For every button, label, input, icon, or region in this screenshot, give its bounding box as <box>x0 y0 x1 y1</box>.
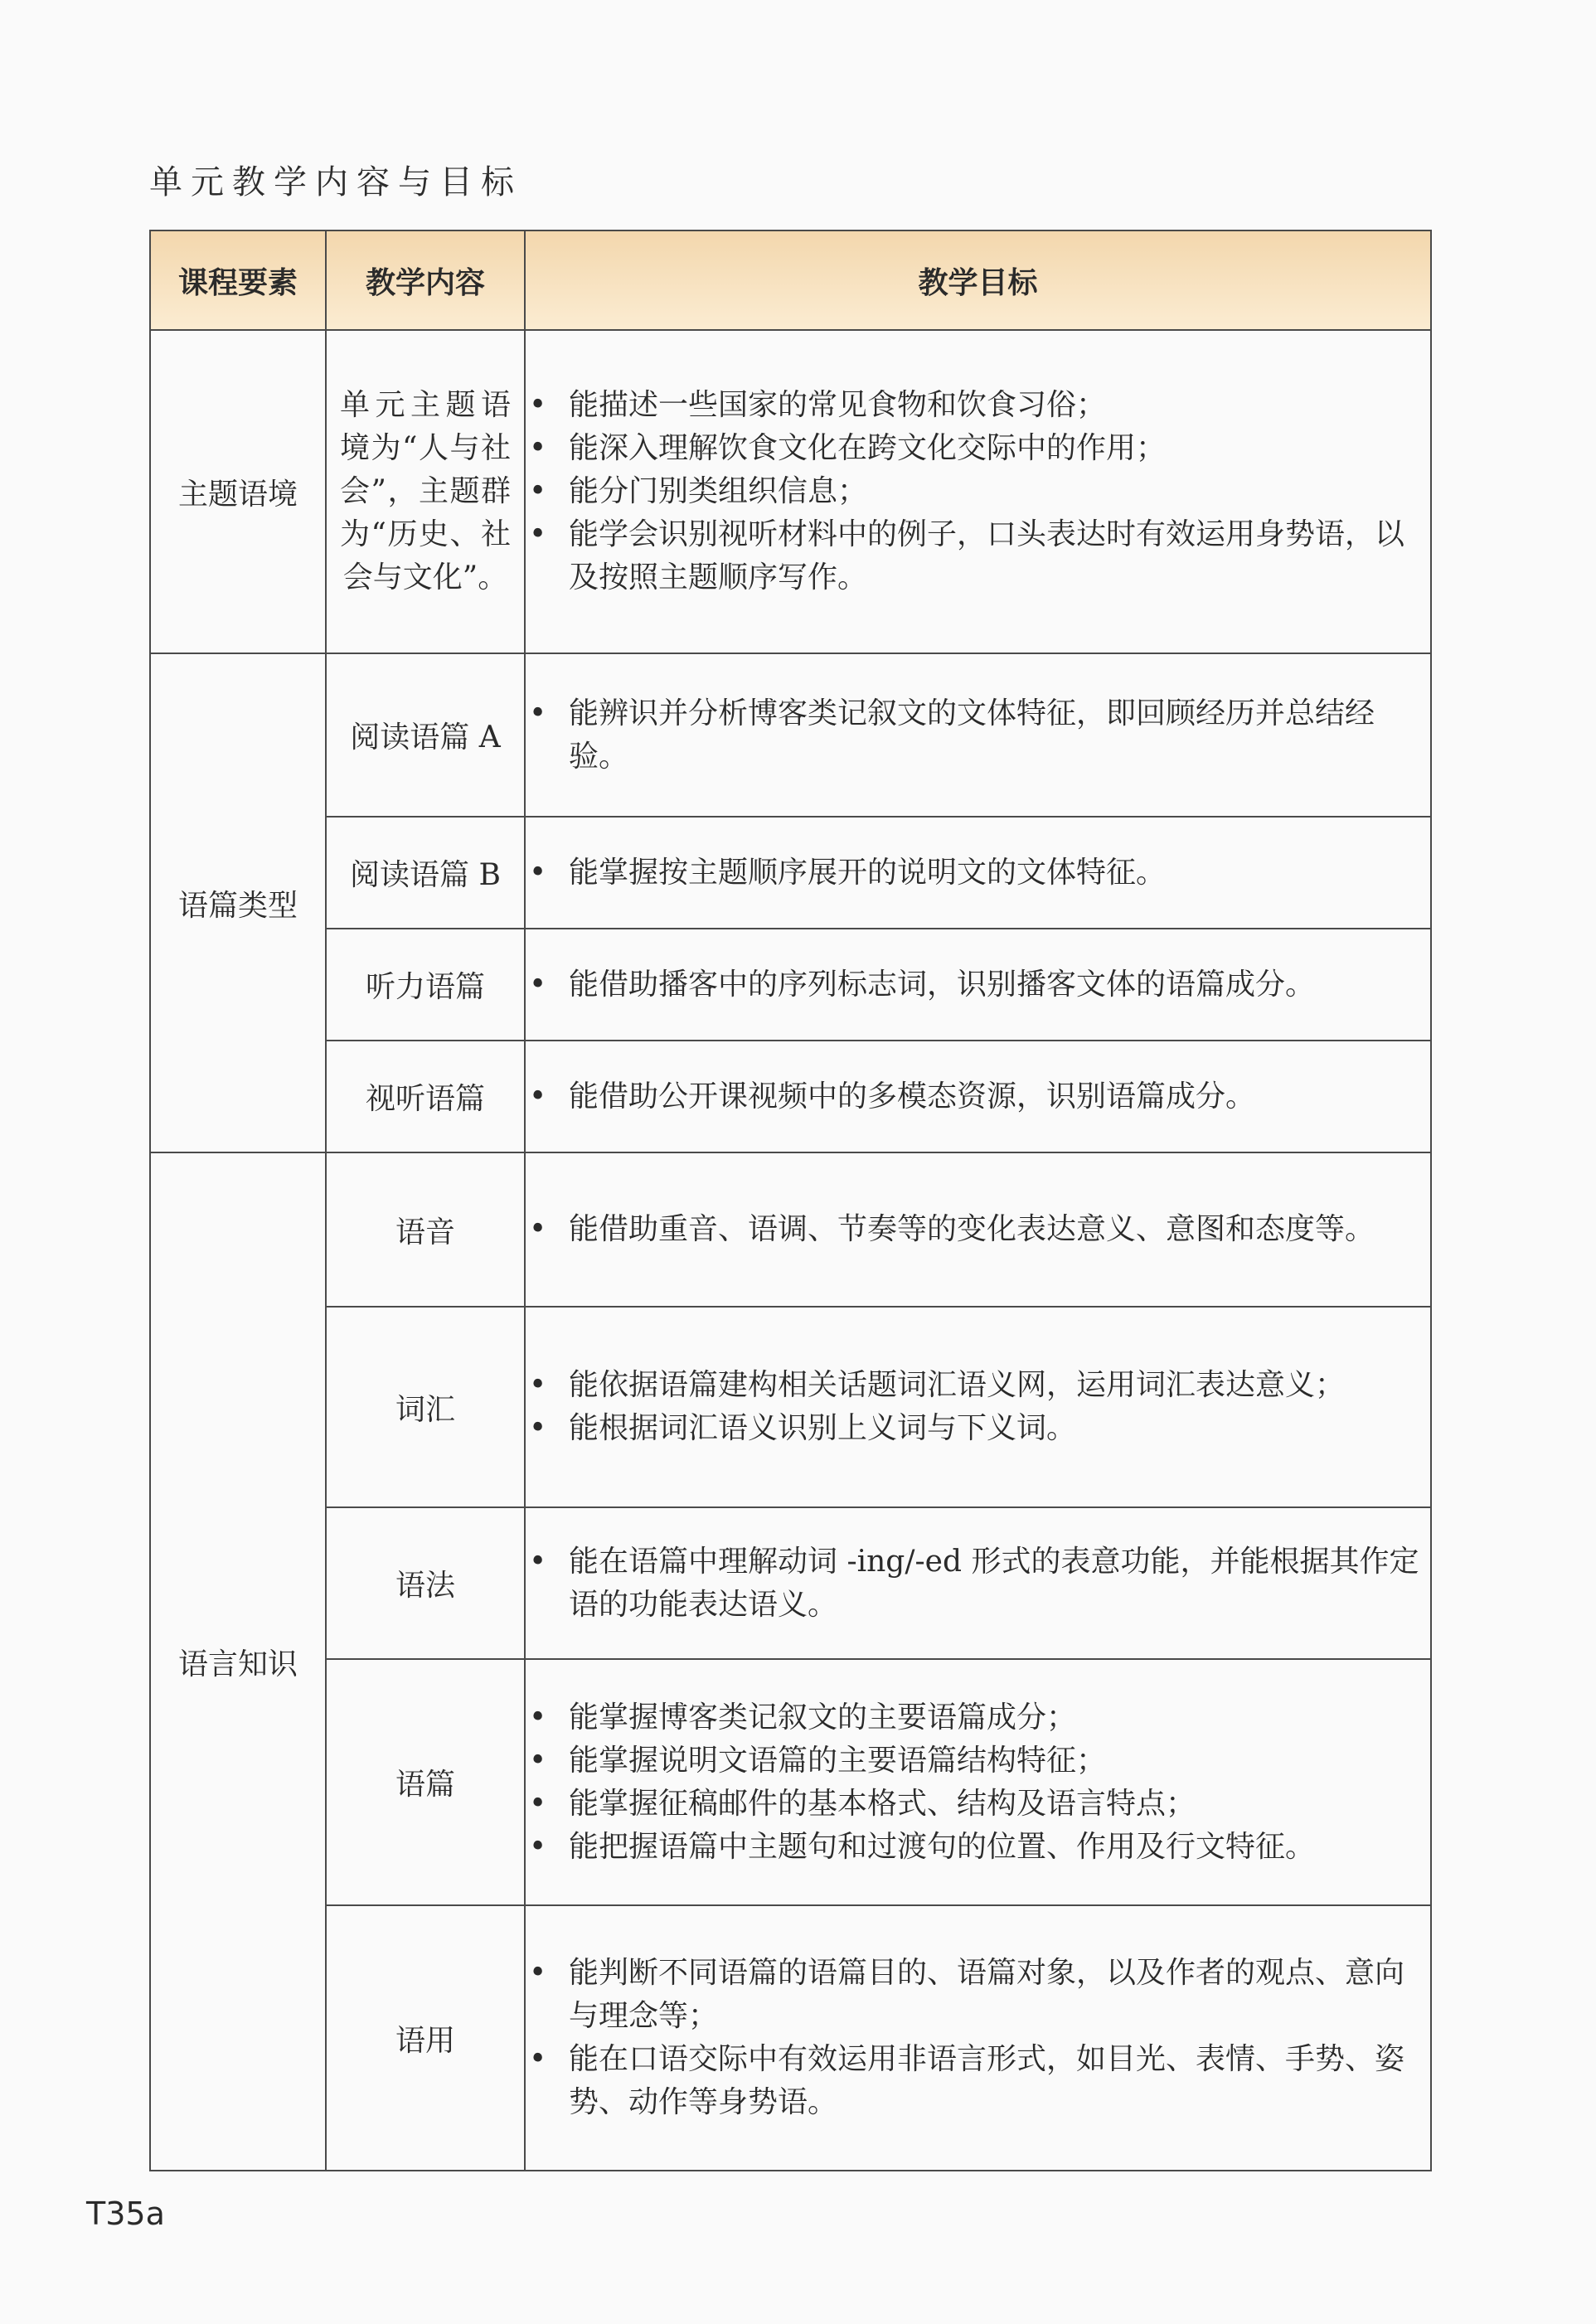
goals-cell <box>525 653 1431 817</box>
table-row <box>150 1152 1431 1307</box>
goals-list <box>526 1696 1430 1869</box>
goals-cell <box>525 1152 1431 1307</box>
goals-list <box>526 1364 1430 1450</box>
content-cell: 语篇 <box>326 1659 525 1905</box>
table-row <box>150 653 1431 817</box>
content-cell: 阅读语篇 B <box>326 817 525 929</box>
table-header-row <box>150 230 1431 330</box>
table-row <box>150 1905 1431 2171</box>
goal-item: • 能判断不同语篇的语篇目的、语篇对象，以及作者的观点、意向与理念等； <box>526 1952 1430 2038</box>
goals-cell <box>525 1307 1431 1507</box>
content-objectives-table <box>149 230 1432 2171</box>
goal-item: • 能辨识并分析博客类记叙文的文体特征，即回顾经历并总结经验。 <box>526 692 1430 779</box>
goal-item: • 能掌握征稿邮件的基本格式、结构及语言特点； <box>526 1783 1430 1826</box>
goals-list <box>526 1952 1430 2124</box>
goals-cell <box>525 1659 1431 1905</box>
goals-list <box>526 1208 1430 1251</box>
content-cell: 语用 <box>326 1905 525 2171</box>
goals-cell <box>525 330 1431 653</box>
goal-item: • 能掌握博客类记叙文的主要语篇成分； <box>526 1696 1430 1739</box>
table-row <box>150 1307 1431 1507</box>
goal-item: • 能在语篇中理解动词 -ing/-ed 形式的表意功能，并能根据其作定语的功能表达语义。 <box>526 1540 1430 1627</box>
content-cell: 单元主题语境为“人与社会”，主题群为“历史、社会与文化”。 <box>326 330 525 653</box>
table-row <box>150 1041 1431 1152</box>
table-row <box>150 817 1431 929</box>
goals-list <box>526 851 1430 895</box>
goal-item: • 能分门别类组织信息； <box>526 470 1430 513</box>
content-cell: 词汇 <box>326 1307 525 1507</box>
content-cell: 视听语篇 <box>326 1041 525 1152</box>
goals-list <box>526 963 1430 1007</box>
goal-item: • 能学会识别视听材料中的例子，口头表达时有效运用身势语，以及按照主题顺序写作。 <box>526 513 1430 599</box>
goal-item: • 能根据词汇语义识别上义词与下义词。 <box>526 1407 1430 1450</box>
goals-list <box>526 1540 1430 1627</box>
goal-item: • 能借助重音、语调、节奏等的变化表达意义、意图和态度等。 <box>526 1208 1430 1251</box>
element-cell-theme-context: 主题语境 <box>150 330 326 653</box>
content-cell: 阅读语篇 A <box>326 653 525 817</box>
goal-item: • 能借助公开课视频中的多模态资源，识别语篇成分。 <box>526 1075 1430 1118</box>
page-number: T35a <box>86 2195 165 2232</box>
goals-list <box>526 1075 1430 1118</box>
header-teaching-content: 教学内容 <box>326 230 525 330</box>
page-title: 单元教学内容与目标 <box>149 163 522 201</box>
goals-cell <box>525 1507 1431 1659</box>
goal-item: • 能掌握按主题顺序展开的说明文的文体特征。 <box>526 851 1430 895</box>
goals-list <box>526 384 1430 599</box>
header-teaching-objectives: 教学目标 <box>525 230 1431 330</box>
goal-item: • 能在口语交际中有效运用非语言形式，如目光、表情、手势、姿势、动作等身势语。 <box>526 2038 1430 2124</box>
table-row <box>150 929 1431 1041</box>
goal-item: • 能描述一些国家的常见食物和饮食习俗； <box>526 384 1430 427</box>
content-cell: 语音 <box>326 1152 525 1307</box>
table-row <box>150 1659 1431 1905</box>
content-cell: 听力语篇 <box>326 929 525 1041</box>
table-row <box>150 1507 1431 1659</box>
table-row <box>150 330 1431 653</box>
goal-item: • 能把握语篇中主题句和过渡句的位置、作用及行文特征。 <box>526 1826 1430 1869</box>
goals-cell <box>525 1041 1431 1152</box>
goal-item: • 能依据语篇建构相关话题词汇语义网，运用词汇表达意义； <box>526 1364 1430 1407</box>
goals-list <box>526 692 1430 779</box>
goals-cell <box>525 1905 1431 2171</box>
element-cell-text-types: 语篇类型 <box>150 653 326 1152</box>
goals-cell <box>525 929 1431 1041</box>
element-cell-language-knowledge: 语言知识 <box>150 1152 326 2171</box>
goals-cell <box>525 817 1431 929</box>
goal-item: • 能借助播客中的序列标志词，识别播客文体的语篇成分。 <box>526 963 1430 1007</box>
header-curriculum-element: 课程要素 <box>150 230 326 330</box>
goal-item: • 能深入理解饮食文化在跨文化交际中的作用； <box>526 427 1430 470</box>
goal-item: • 能掌握说明文语篇的主要语篇结构特征； <box>526 1739 1430 1783</box>
content-cell: 语法 <box>326 1507 525 1659</box>
